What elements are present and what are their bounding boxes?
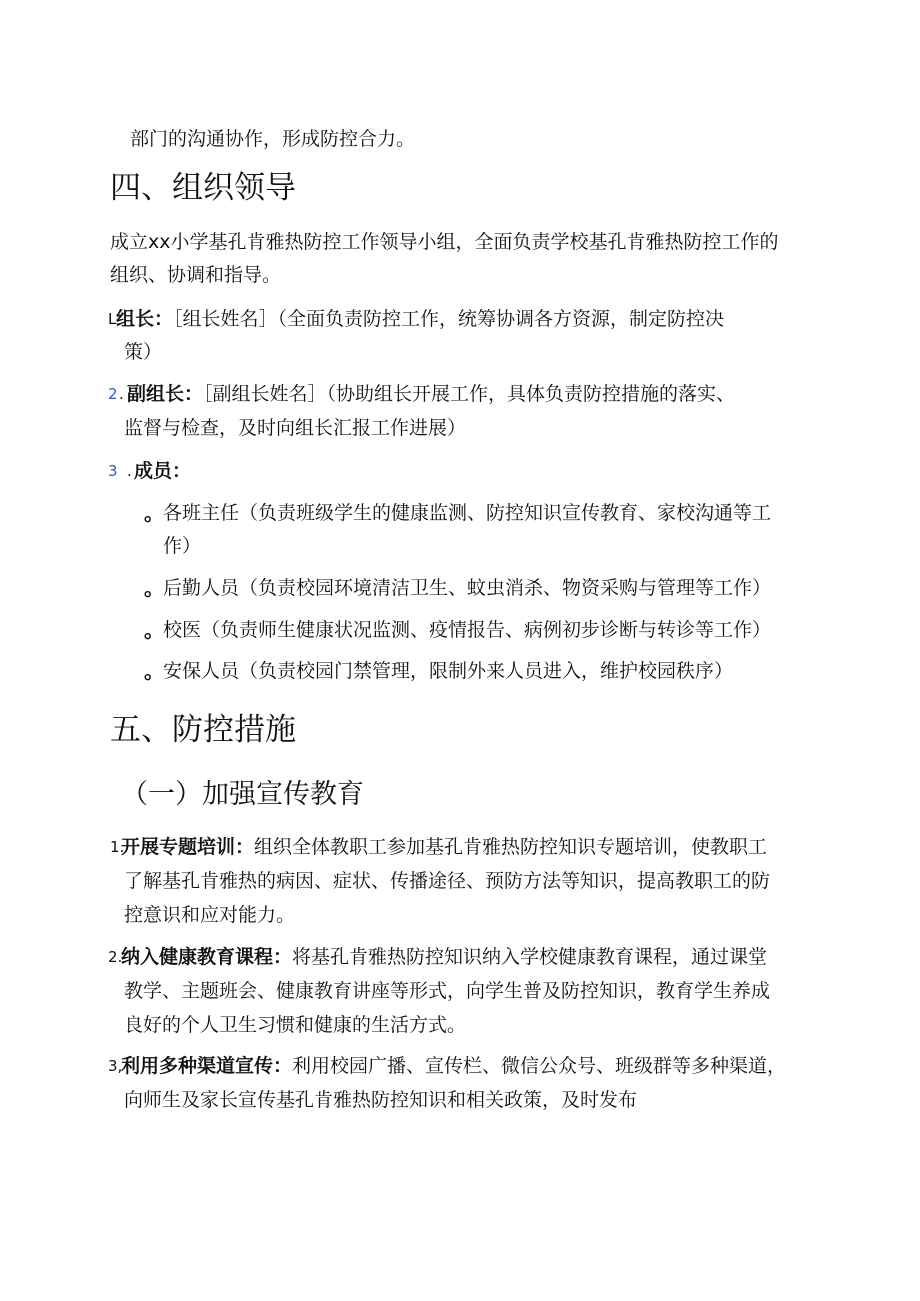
list-marker: 1. <box>110 838 125 856</box>
list-marker: 3, <box>108 1057 123 1075</box>
training-description-line-2: 了解基孔肯雅热的病因、症状、传播途径、预防方法等知识，提高教职工的防 <box>124 870 771 892</box>
member-logistics-staff: 后勤人员（负责校园环境清洁卫生、蚊虫消杀、物资采购与管理等工作） <box>163 577 772 599</box>
list-marker: 3 <box>108 462 118 480</box>
organization-paragraph-line-1: 成立xx小学基孔肯雅热防控工作领导小组，全面负责学校基孔肯雅热防控工作的 <box>110 231 779 253</box>
member-homeroom-teachers-line-2: 作） <box>163 535 202 557</box>
list-marker: 2. <box>108 948 123 966</box>
publicity-label: 利用多种渠道宣传： <box>121 1055 293 1077</box>
training-description-line-3: 控意识和应对能力。 <box>124 904 296 926</box>
bullet-icon: 。 <box>144 576 164 600</box>
curriculum-label: 纳入健康教育课程： <box>121 946 293 968</box>
measure-multichannel-publicity <box>121 1053 786 1079</box>
bullet-icon: 。 <box>144 659 164 683</box>
leader-description: ［组长姓名］（全面负责防控工作，统筹协调各方资源，制定防控决 <box>173 308 725 330</box>
bullet-icon: 。 <box>144 501 164 525</box>
deputy-leader-label: 副组长： <box>127 383 204 405</box>
publicity-description: 利用校园广播、宣传栏、微信公众号、班级群等多种渠道， <box>292 1055 787 1077</box>
deputy-leader-description: ［副组长姓名］（协助组长开展工作，具体负责防控措施的落实、 <box>203 383 736 405</box>
curriculum-description-line-3: 良好的个人卫生习惯和健康的生活方式。 <box>124 1014 467 1036</box>
bullet-icon: 。 <box>144 618 164 642</box>
member-security-staff: 安保人员（负责校园门禁管理，限制外来人员进入，维护校园秩序） <box>163 660 734 682</box>
training-label: 开展专题培训： <box>121 836 255 858</box>
curriculum-description-line-2: 教学、主题班会、健康教育讲座等形式，向学生普及防控知识，教育学生养成 <box>124 980 771 1002</box>
member-homeroom-teachers: 各班主任（负责班级学生的健康监测、防控知识宣传教育、家校沟通等工 <box>163 502 772 524</box>
training-description: 组织全体教职工参加基孔肯雅热防控知识专题培训，使教职工 <box>254 836 768 858</box>
publicity-description-line-2: 向师生及家长宣传基孔肯雅热防控知识和相关政策，及时发布 <box>124 1089 638 1111</box>
measure-training <box>121 834 767 860</box>
list-marker: L <box>108 310 117 328</box>
section-heading-organization: 四、组织领导 <box>110 170 296 206</box>
leader-description-line-2: 策） <box>124 341 163 363</box>
curriculum-description: 将基孔肯雅热防控知识纳入学校健康教育课程，通过课堂 <box>292 946 768 968</box>
members-label: 成员： <box>134 460 192 482</box>
measure-health-curriculum <box>121 944 767 970</box>
leader-label: 组长： <box>116 308 174 330</box>
list-item-deputy-leader <box>127 381 735 407</box>
subsection-heading-publicity: （一）加强宣传教育 <box>121 779 364 810</box>
list-marker: 2 <box>108 385 118 403</box>
deputy-leader-description-line-2: 监督与检查，及时向组长汇报工作进展） <box>124 417 467 439</box>
list-marker-dot: . <box>119 385 124 403</box>
list-marker-dot: . <box>127 462 132 480</box>
section-heading-prevention-measures: 五、防控措施 <box>110 712 296 748</box>
member-school-doctor: 校医（负责师生健康状况监测、疫情报告、病例初步诊断与转诊等工作） <box>163 619 772 641</box>
list-item-leader <box>116 306 724 332</box>
organization-paragraph-line-2: 组织、协调和指导。 <box>110 264 282 286</box>
paragraph-continuation: 部门的沟通协作，形成防控合力。 <box>130 128 416 150</box>
